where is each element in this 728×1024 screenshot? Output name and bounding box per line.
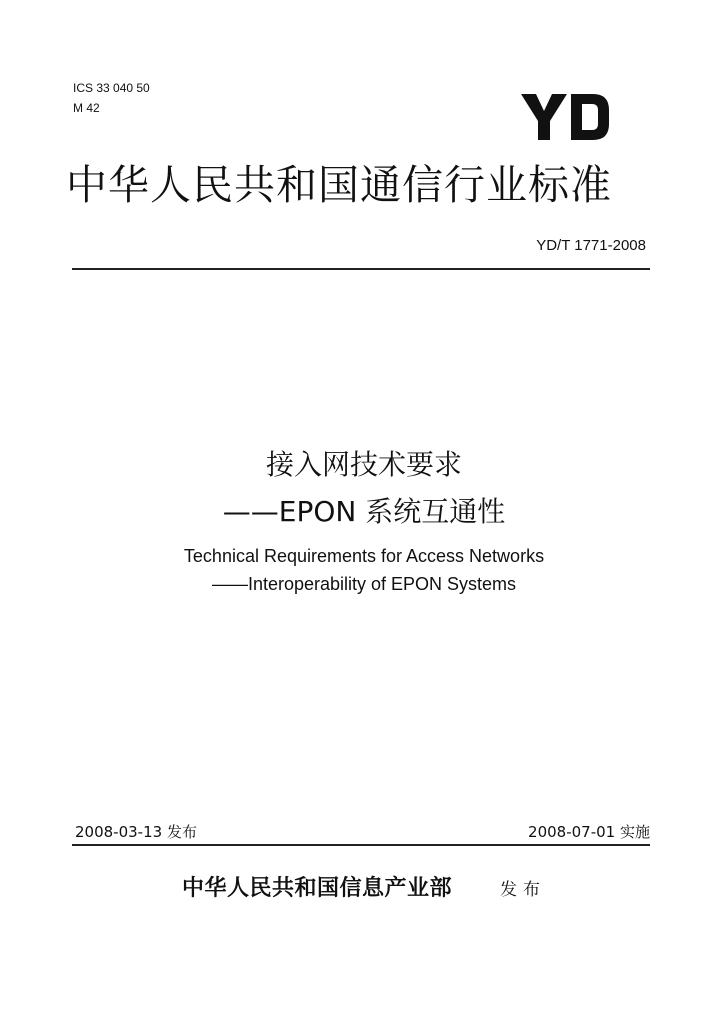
yd-logo <box>521 92 611 142</box>
document-title-cn-line1: 接入网技术要求 <box>265 448 462 481</box>
standard-category-title: 中华人民共和国通信行业标准 <box>66 161 612 209</box>
implementation-date: 2008-07-01 实施 <box>528 823 650 841</box>
standard-number: YD/T 1771-2008 <box>536 237 646 254</box>
top-divider <box>72 268 650 270</box>
document-title-cn-line2: ——EPON 系统互通性 <box>222 495 506 528</box>
document-title-en-line1: Technical Requirements for Access Networks <box>183 546 545 566</box>
publisher-name: 中华人民共和国信息产业部 <box>182 875 453 901</box>
classification-code: M 42 <box>73 101 100 115</box>
publish-label: 发布 <box>500 880 546 900</box>
ics-code: ICS 33 040 50 <box>73 81 150 95</box>
issue-date: 2008-03-13 发布 <box>75 823 197 841</box>
document-title-en-line2: ——Interoperability of EPON Systems <box>211 574 517 594</box>
bottom-divider <box>72 844 650 846</box>
